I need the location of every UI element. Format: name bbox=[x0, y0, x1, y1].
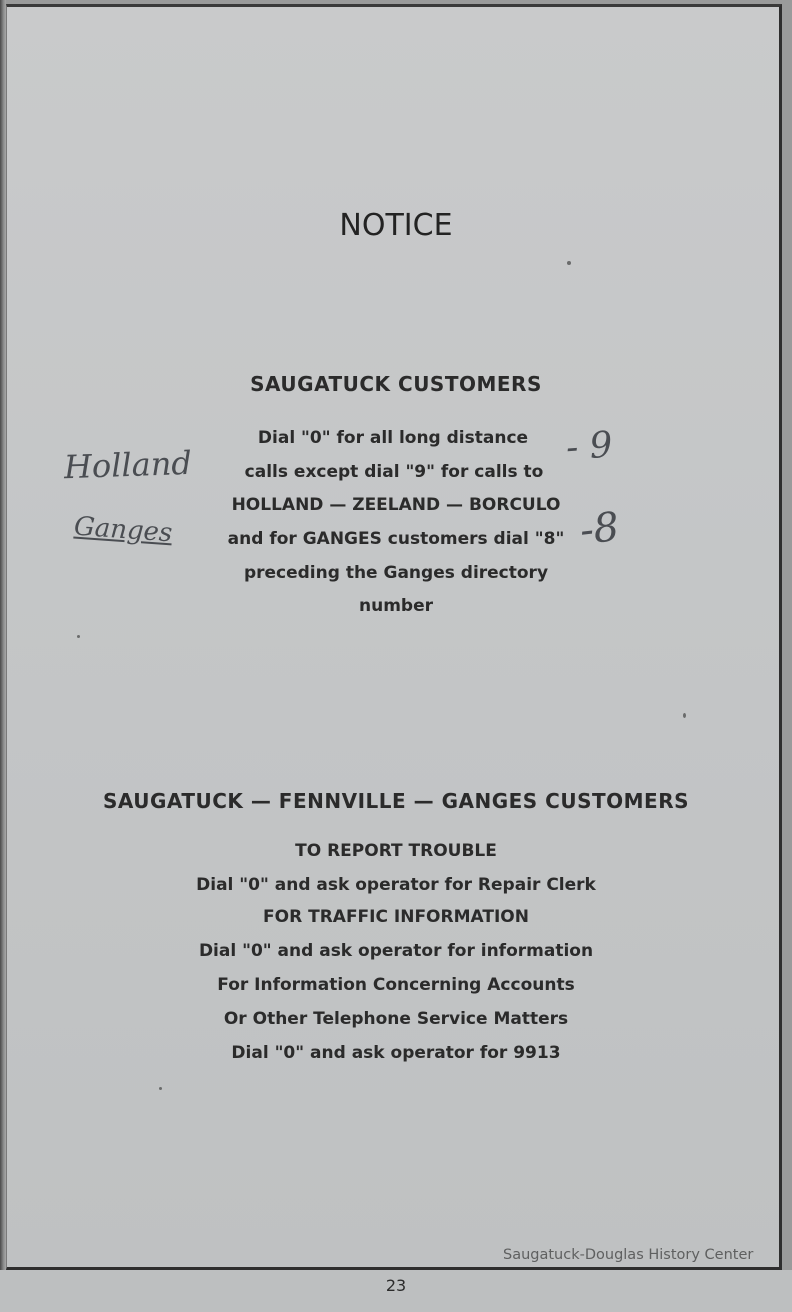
page-number: 23 bbox=[385, 1276, 407, 1295]
saugatuck-line-4: and for GANGES customers dial "8" bbox=[227, 529, 565, 549]
saugatuck-heading: SAUGATUCK CUSTOMERS bbox=[250, 372, 542, 396]
saugatuck-line-5: preceding the Ganges directory bbox=[243, 563, 549, 583]
saugatuck-line-3: HOLLAND — ZEELAND — BORCULO bbox=[231, 495, 561, 515]
saugatuck-line-2: calls except dial "9" for calls to bbox=[244, 462, 544, 482]
combined-line-4: Dial "0" and ask operator for information bbox=[198, 941, 594, 961]
handwritten-nine: - 9 bbox=[564, 424, 614, 469]
combined-line-5: For Information Concerning Accounts bbox=[217, 975, 575, 995]
page-title: NOTICE bbox=[339, 208, 453, 243]
handwritten-holland: Holland bbox=[63, 443, 193, 487]
handwritten-eight: -8 bbox=[577, 504, 622, 554]
directory-page bbox=[6, 4, 782, 1270]
paper-speck bbox=[77, 635, 80, 638]
combined-line-1: TO REPORT TROUBLE bbox=[295, 841, 497, 861]
combined-line-2: Dial "0" and ask operator for Repair Clerk bbox=[196, 875, 596, 895]
combined-line-7: Dial "0" and ask operator for 9913 bbox=[231, 1043, 561, 1063]
combined-line-3: FOR TRAFFIC INFORMATION bbox=[263, 907, 529, 927]
saugatuck-line-1: Dial "0" for all long distance bbox=[257, 428, 529, 448]
combined-heading: SAUGATUCK — FENNVILLE — GANGES CUSTOMERS bbox=[102, 789, 690, 813]
combined-line-6: Or Other Telephone Service Matters bbox=[223, 1009, 569, 1029]
paper-speck bbox=[159, 1087, 162, 1090]
paper-speck bbox=[567, 261, 571, 265]
paper-speck bbox=[683, 713, 686, 718]
saugatuck-line-6: number bbox=[358, 596, 433, 616]
archive-watermark: Saugatuck-Douglas History Center bbox=[503, 1247, 754, 1263]
handwritten-ganges: Ganges bbox=[73, 511, 174, 549]
